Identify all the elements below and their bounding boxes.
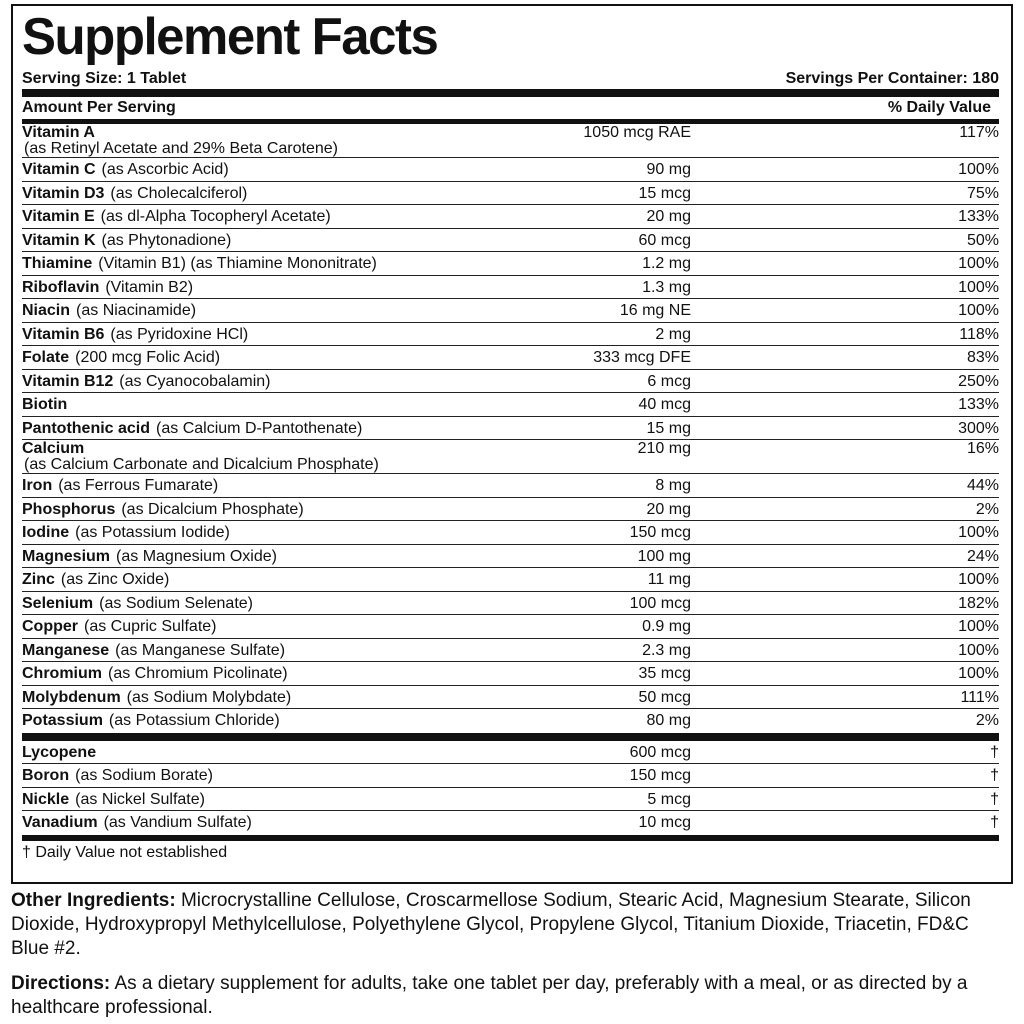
directions	[11, 972, 1011, 1020]
nutrient-name: Lycopene	[22, 743, 97, 761]
nutrient-row	[22, 764, 999, 788]
nutrient-name-cell	[22, 686, 999, 709]
nutrient-daily-value: 16%	[966, 440, 999, 457]
nutrient-source: (as Nickel Sulfate)	[75, 790, 205, 808]
nutrient-name: Vitamin K	[22, 231, 96, 249]
nutrient-row	[22, 521, 999, 545]
nutrient-source: (as Sodium Borate)	[75, 767, 213, 784]
nutrient-daily-value: 44%	[966, 477, 999, 494]
nutrient-row	[22, 498, 999, 522]
nutrient-amount: 150 mcg	[629, 767, 691, 784]
nutrient-amount: 8 mg	[655, 477, 691, 494]
amount-per-serving-label: Amount Per Serving	[22, 99, 176, 116]
nutrient-row	[22, 370, 999, 394]
nutrient-source: (as Vandium Sulfate)	[103, 814, 252, 831]
nutrient-name-cell	[22, 764, 999, 787]
nutrient-amount: 5 mcg	[647, 790, 691, 808]
nutrient-amount: 6 mcg	[647, 372, 691, 390]
nutrient-name-cell	[22, 158, 999, 181]
nutrient-daily-value: 100%	[958, 641, 999, 659]
nutrient-amount: 600 mcg	[629, 743, 691, 761]
nutrient-amount: 15 mcg	[638, 184, 691, 202]
nutrient-name: Vitamin A	[22, 124, 95, 141]
nutrient-row	[22, 124, 999, 158]
nutrient-amount: 210 mg	[637, 440, 691, 457]
nutrient-row	[22, 417, 999, 441]
nutrient-amount: 1.2 mg	[642, 255, 691, 272]
nutrient-source: (as Dicalcium Phosphate)	[121, 500, 304, 518]
nutrient-row	[22, 205, 999, 229]
nutrient-daily-value: 100%	[958, 524, 999, 541]
nutrient-name-cell	[22, 788, 999, 811]
nutrient-amount: 15 mg	[646, 419, 691, 437]
nutrient-source: (as Calcium Carbonate and Dicalcium Phosphate)	[24, 456, 379, 473]
nutrient-row	[22, 158, 999, 182]
nutrient-daily-value: 300%	[958, 419, 999, 437]
nutrient-amount: 100 mg	[637, 547, 691, 565]
nutrient-name-cell	[22, 615, 999, 638]
nutrient-amount: 60 mcg	[638, 231, 691, 249]
nutrient-name: Vitamin E	[22, 208, 95, 225]
nutrient-name-cell	[22, 440, 999, 473]
nutrient-source: (as Manganese Sulfate)	[115, 641, 286, 659]
directions-label: Directions:	[11, 973, 111, 994]
nutrient-name: Calcium	[22, 440, 85, 457]
nutrient-name-cell	[22, 205, 999, 228]
nutrient-name: Zinc	[22, 571, 55, 588]
thick-divider	[22, 733, 999, 741]
nutrient-name: Iron	[22, 477, 53, 494]
nutrient-amount: 1050 mcg RAE	[583, 124, 691, 141]
nutrient-amount: 11 mg	[647, 571, 691, 588]
nutrient-daily-value: 2%	[975, 712, 999, 729]
nutrient-name-cell	[22, 299, 999, 322]
nutrient-amount: 100 mcg	[629, 594, 691, 612]
other-ingredients-label: Other Ingredients:	[11, 890, 176, 911]
nutrient-daily-value: 75%	[966, 184, 999, 202]
nutrient-amount: 20 mg	[646, 500, 691, 518]
nutrient-row	[22, 788, 999, 812]
nutrient-row	[22, 615, 999, 639]
nutrient-daily-value: 24%	[966, 547, 999, 565]
nutrient-row	[22, 474, 999, 498]
nutrient-source: (as Zinc Oxide)	[60, 571, 170, 588]
nutrient-table	[22, 124, 999, 733]
footnote: † Daily Value not established	[22, 843, 228, 861]
nutrient-row	[22, 545, 999, 569]
nutrient-amount: 80 mg	[646, 712, 691, 729]
nutrient-source: (as Pyridoxine HCl)	[110, 325, 249, 343]
nutrient-source: (as Cupric Sulfate)	[84, 618, 217, 635]
nutrient-daily-value: †	[990, 814, 999, 831]
nutrient-source: (as Potassium Chloride)	[108, 712, 280, 729]
nutrient-name: Vitamin B12	[22, 372, 114, 390]
supplement-facts-panel	[11, 4, 1013, 884]
nutrient-source: (as dl-Alpha Tocopheryl Acetate)	[100, 208, 331, 225]
nutrient-row	[22, 252, 999, 276]
nutrient-name-cell	[22, 545, 999, 568]
nutrient-row	[22, 393, 999, 417]
nutrient-daily-value: 100%	[958, 161, 999, 178]
nutrient-name-cell	[22, 346, 999, 369]
nutrient-row	[22, 568, 999, 592]
nutrient-name-cell	[22, 124, 999, 157]
nutrient-name: Molybdenum	[22, 688, 121, 706]
nutrient-name-cell	[22, 474, 999, 497]
nutrient-name-cell	[22, 252, 999, 275]
nutrient-source: (as Cholecalciferol)	[110, 184, 248, 202]
nutrient-row	[22, 709, 999, 733]
nutrient-name: Riboflavin	[22, 278, 100, 296]
nutrient-row	[22, 811, 999, 835]
nutrient-source: (Vitamin B1) (as Thiamine Mononitrate)	[98, 255, 377, 272]
other-ingredients	[11, 889, 1011, 961]
nutrient-daily-value: 100%	[958, 665, 999, 682]
nutrient-source: (as Chromium Picolinate)	[108, 665, 288, 682]
nutrient-name: Vanadium	[22, 814, 98, 831]
nutrient-name: Vitamin D3	[22, 184, 105, 202]
nutrient-daily-value: 100%	[958, 618, 999, 635]
nutrient-amount: 2.3 mg	[642, 641, 691, 659]
nutrient-amount: 2 mg	[655, 325, 691, 343]
nutrient-source: (as Potassium Iodide)	[75, 524, 230, 541]
other-ingredients-text: Microcrystalline Cellulose, Croscarmellose Sodium, Stearic Acid, Magnesium Stearate, Silicon Dioxide, Hydroxypropyl Methylcellulose, Polyethylene Glycol, Propylene Glycol, Titanium Dioxide, Triacetin, FD&C Blue #2.	[11, 890, 971, 959]
nutrient-daily-value: 111%	[960, 688, 999, 706]
nutrient-amount: 150 mcg	[629, 524, 691, 541]
nutrient-row	[22, 662, 999, 686]
nutrient-source: (as Magnesium Oxide)	[116, 547, 277, 565]
nutrient-source: (as Niacinamide)	[76, 302, 197, 319]
nutrient-daily-value: 100%	[958, 571, 999, 588]
nutrient-name: Boron	[22, 767, 70, 784]
nutrient-amount: 333 mcg DFE	[593, 349, 691, 366]
nutrient-amount: 16 mg NE	[619, 302, 691, 319]
amount-header	[22, 97, 999, 119]
nutrient-source: (as Ferrous Fumarate)	[58, 477, 219, 494]
nutrient-amount: 10 mcg	[638, 814, 691, 831]
nutrient-name: Biotin	[22, 396, 68, 413]
nutrient-row	[22, 229, 999, 253]
nutrient-name: Phosphorus	[22, 500, 116, 518]
nutrient-name: Thiamine	[22, 255, 93, 272]
panel-title: Supplement Facts	[22, 8, 438, 66]
nutrient-name: Chromium	[22, 665, 102, 682]
nutrient-amount: 50 mcg	[638, 688, 691, 706]
nutrient-name-cell	[22, 662, 999, 685]
nutrient-name: Folate	[22, 349, 70, 366]
nutrient-name-cell	[22, 417, 999, 440]
nutrient-name: Potassium	[22, 712, 103, 729]
nutrient-amount: 1.3 mg	[642, 278, 691, 296]
nutrient-name-cell	[22, 592, 999, 615]
nutrient-name-cell	[22, 498, 999, 521]
nutrient-name-cell	[22, 709, 999, 733]
nutrient-daily-value: 100%	[958, 302, 999, 319]
nutrient-source: (as Ascorbic Acid)	[101, 161, 229, 178]
nutrient-name-cell	[22, 370, 999, 393]
nutrient-row	[22, 440, 999, 474]
nutrient-name: Copper	[22, 618, 78, 635]
nutrient-row	[22, 299, 999, 323]
nutrient-daily-value: 117%	[959, 124, 999, 141]
thick-divider	[22, 89, 999, 97]
nutrient-name-cell	[22, 521, 999, 544]
nutrient-name: Magnesium	[22, 547, 111, 565]
nutrient-amount: 0.9 mg	[642, 618, 691, 635]
nutrient-row	[22, 346, 999, 370]
nutrient-daily-value: †	[990, 743, 999, 761]
nutrient-name: Manganese	[22, 641, 110, 659]
nutrient-daily-value: 2%	[975, 500, 999, 518]
nutrient-name: Niacin	[22, 302, 71, 319]
nutrient-daily-value: 118%	[959, 325, 999, 343]
nutrient-daily-value: 100%	[958, 278, 999, 296]
nutrient-name-cell	[22, 182, 999, 205]
nutrient-daily-value: †	[990, 790, 999, 808]
serving-size: Serving Size: 1 Tablet	[22, 70, 187, 87]
nutrient-source: (as Phytonadione)	[101, 231, 232, 249]
nutrient-daily-value: 182%	[958, 594, 999, 612]
nutrient-name-cell	[22, 811, 999, 835]
nutrient-row	[22, 741, 999, 765]
nutrient-name: Iodine	[22, 524, 70, 541]
nutrient-row	[22, 686, 999, 710]
nutrient-amount: 40 mcg	[638, 396, 691, 413]
nutrient-source: (Vitamin B2)	[105, 278, 194, 296]
nutrient-daily-value: 100%	[958, 255, 999, 272]
nutrient-row	[22, 592, 999, 616]
nutrient-daily-value: 133%	[958, 396, 999, 413]
nutrient-name: Selenium	[22, 594, 94, 612]
nutrient-daily-value: 83%	[966, 349, 999, 366]
nutrient-name-cell	[22, 393, 999, 416]
nutrient-amount: 90 mg	[646, 161, 691, 178]
nutrient-source: (as Calcium D-Pantothenate)	[156, 419, 363, 437]
daily-value-header: % Daily Value	[887, 99, 991, 116]
nutrient-name-cell	[22, 741, 999, 764]
nutrient-row	[22, 182, 999, 206]
nutrient-daily-value: †	[990, 767, 999, 784]
nutrient-name: Nickle	[22, 790, 70, 808]
nutrient-name-cell	[22, 639, 999, 662]
nutrient-source: (as Retinyl Acetate and 29% Beta Carotene)	[24, 140, 338, 157]
nutrient-source: (as Sodium Selenate)	[99, 594, 253, 612]
nutrient-amount: 35 mcg	[638, 665, 691, 682]
nutrient-source: (as Sodium Molybdate)	[126, 688, 292, 706]
nutrient-name-cell	[22, 323, 999, 346]
nutrient-name-cell	[22, 276, 999, 299]
nutrient-row	[22, 639, 999, 663]
nutrient-daily-value: 133%	[958, 208, 999, 225]
nutrient-row	[22, 323, 999, 347]
other-nutrient-table	[22, 741, 999, 835]
nutrient-name-cell	[22, 229, 999, 252]
nutrient-amount: 20 mg	[646, 208, 691, 225]
nutrient-name-cell	[22, 568, 999, 591]
nutrient-daily-value: 50%	[966, 231, 999, 249]
nutrient-source: (as Cyanocobalamin)	[119, 372, 271, 390]
nutrient-name: Vitamin C	[22, 161, 96, 178]
serving-info	[22, 68, 999, 89]
nutrient-source: (200 mcg Folic Acid)	[75, 349, 221, 366]
nutrient-row	[22, 276, 999, 300]
servings-per-container: Servings Per Container: 180	[785, 70, 999, 87]
nutrient-daily-value: 250%	[958, 372, 999, 390]
nutrient-name: Pantothenic acid	[22, 419, 151, 437]
directions-text: As a dietary supplement for adults, take one tablet per day, preferably with a meal, or as directed by a healthcare professional.	[11, 973, 968, 1018]
nutrient-name: Vitamin B6	[22, 325, 105, 343]
